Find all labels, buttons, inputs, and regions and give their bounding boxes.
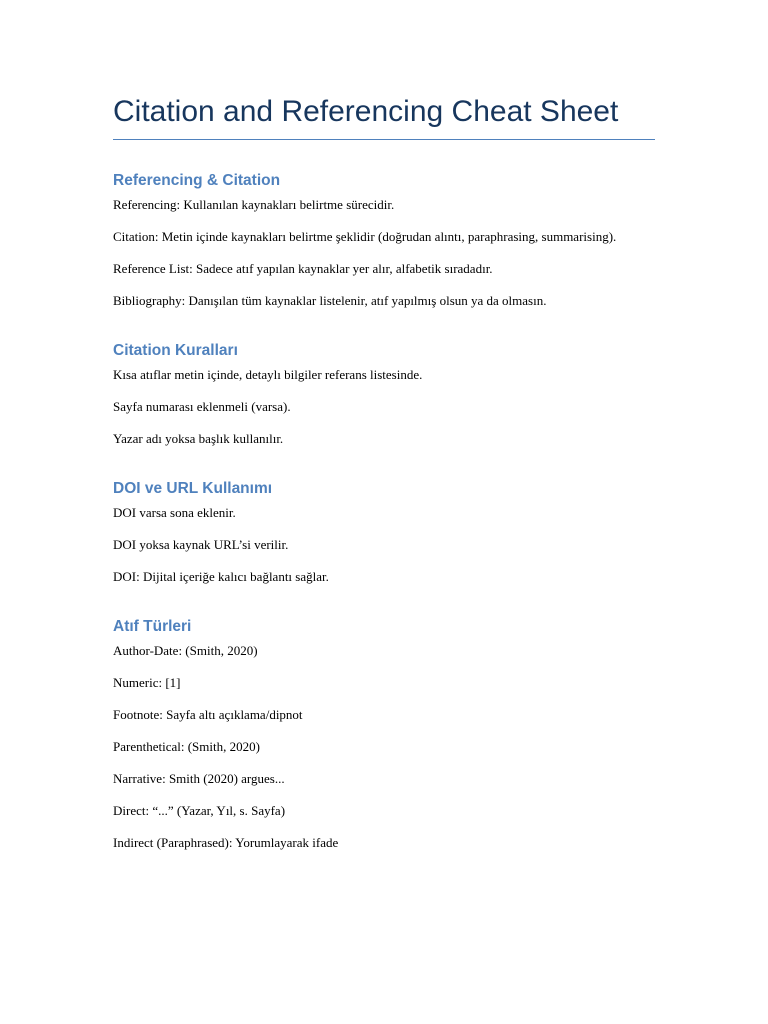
paragraph: DOI: Dijital içeriğe kalıcı bağlantı sağlar. [113,569,329,584]
paragraph: Footnote: Sayfa altı açıklama/dipnot [113,707,303,722]
paragraph: Bibliography: Danışılan tüm kaynaklar listelenir, atıf yapılmış olsun ya da olmasın. [113,293,547,308]
paragraph: Direct: “...” (Yazar, Yıl, s. Sayfa) [113,803,286,818]
paragraph: DOI yoksa kaynak URL’si verilir. [113,537,289,552]
section-heading: Citation Kuralları [113,342,238,359]
paragraph: Reference List: Sadece atıf yapılan kaynaklar yer alır, alfabetik sıradadır. [113,261,493,276]
paragraph: DOI varsa sona eklenir. [113,505,236,520]
paragraph: Citation: Metin içinde kaynakları belirtme şeklidir (doğrudan alıntı, paraphrasing, summarising). [113,229,617,244]
paragraph: Narrative: Smith (2020) argues... [113,771,285,786]
section-heading: Atıf Türleri [113,618,192,635]
section-citation-kurallari [113,341,655,448]
document-title: Citation and Referencing Cheat Sheet [113,92,655,140]
section-doi-url [113,479,655,586]
paragraph: Yazar adı yoksa başlık kullanılır. [113,431,284,446]
section-heading: Referencing & Citation [113,172,281,189]
paragraph: Referencing: Kullanılan kaynakları belirtme sürecidir. [113,197,395,212]
document-content [113,92,655,865]
section-referencing-citation [113,171,655,310]
paragraph: Kısa atıflar metin içinde, detaylı bilgiler referans listesinde. [113,367,423,382]
paragraph: Numeric: [1] [113,675,181,690]
paragraph: Sayfa numarası eklenmeli (varsa). [113,399,291,414]
section-heading: DOI ve URL Kullanımı [113,480,273,497]
paragraph: Parenthetical: (Smith, 2020) [113,739,260,754]
section-atif-turleri [113,617,655,852]
paragraph: Indirect (Paraphrased): Yorumlayarak ifade [113,835,339,850]
paragraph: Author-Date: (Smith, 2020) [113,643,258,658]
